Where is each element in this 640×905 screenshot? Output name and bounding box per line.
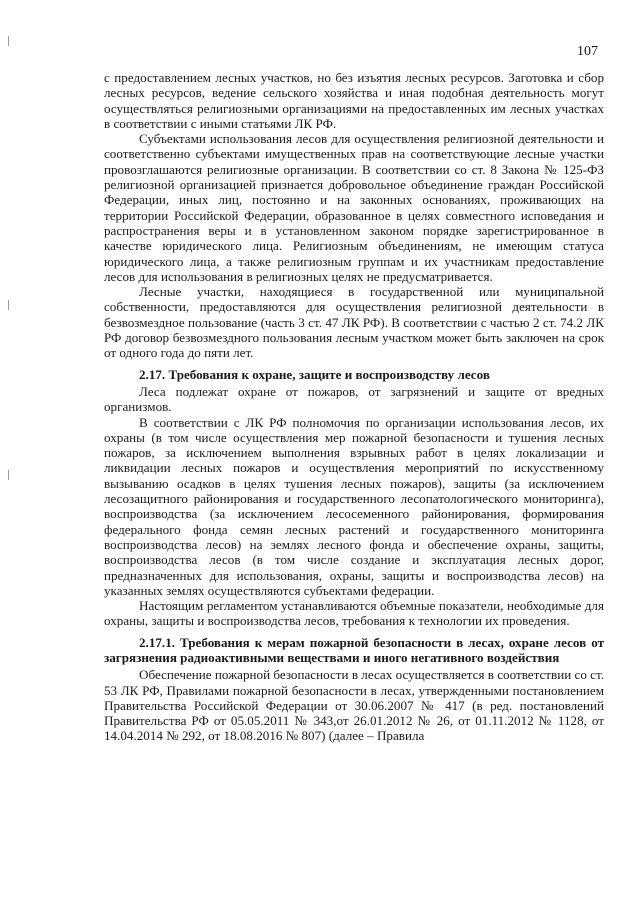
document-body	[104, 70, 604, 744]
paragraph: Леса подлежат охране от пожаров, от загрязнений и защите от вредных организмов.	[104, 383, 604, 415]
paragraph: Субъектами использования лесов для осуществления религиозной деятельности и соответственно субъектами имущественных прав на соответствующие лесные участки провозглашаются религиозные организации. В соответствии со ст. 8 Закона № 125-ФЗ религиозной организацией признается добровольное объединение граждан Российской Федерации, иных лиц, постоянно и на законных основаниях, проживающих на территории Российской Федерации, образованное в целях совместного исповедания и распространения веры и в установленном законом порядке зарегистрированное в качестве юридического лица. Религиозным объединениям, не имеющим статуса юридического лица, а также религиозным группам и их участникам предоставление лесов для использования в религиозных целях не предусматривается.	[104, 131, 604, 284]
section-heading-2-17: 2.17. Требования к охране, защите и воспроизводству лесов	[139, 366, 490, 382]
scan-margin-mark	[8, 300, 9, 310]
paragraph: Обеспечение пожарной безопасности в лесах осуществляется в соответствии со ст. 53 ЛК РФ, Правилами пожарной безопасности в лесах, утвержденными постановлением Правительства Российской Федерации от 30.06.2007 № 417 (в ред. постановлений Правительства РФ от 05.05.2011 № 343,от 26.01.2012 № 26, от 01.11.2012 № 1128, от 14.04.2014 № 292, от 18.08.2016 № 807) (далее – Правила	[104, 667, 604, 744]
page-number: 107	[577, 44, 598, 59]
paragraph: Лесные участки, находящиеся в государственной или муниципальной собственности, предоставляются для осуществления религиозной деятельности в безвозмездное пользование (часть 3 ст. 47 ЛК РФ). В соответствии с частью 2 ст. 74.2 ЛК РФ договор безвозмездного пользования лесным участком может быть заключен на срок от одного года до пяти лет.	[104, 284, 604, 361]
paragraph: Настоящим регламентом устанавливаются объемные показатели, необходимые для охраны, защиты и воспроизводства лесов, требования к технологии их проведения.	[104, 598, 604, 629]
scan-margin-mark	[8, 470, 9, 480]
scan-margin-mark	[8, 36, 9, 46]
section-heading-2-17-1: 2.17.1. Требования к мерам пожарной безопасности в лесах, охране лесов от загрязнения радиоактивными веществами и иного негативного воздействия	[104, 634, 604, 665]
paragraph: В соответствии с ЛК РФ полномочия по организации использования лесов, их охраны (в том числе осуществления мер пожарной безопасности и тушения лесных пожаров, за исключением выполнения взрывных работ в целях локализации и ликвидации лесных пожаров и осуществления мероприятий по искусственному вызыванию осадков в целях тушения лесных пожаров), защиты (за исключением лесозащитного районирования и государственного лесопатологического мониторинга), воспроизводства (за исключением лесосеменного районирования, формирования федерального фонда семян лесных растений и государственного мониторинга воспроизводства лесов) на землях лесного фонда и обеспечение охраны, защиты, воспроизводства лесов (в том числе создание и эксплуатация лесных дорог, предназначенных для использования, охраны, защиты и воспроизводства лесов) на указанных землях осуществляются субъектами федерации.	[104, 414, 604, 598]
paragraph: с предоставлением лесных участков, но без изъятия лесных ресурсов. Заготовка и сбор лесных ресурсов, ведение сельского хозяйства и иная подобная деятельность могут осуществляться религиозными организациями на предоставленных им лесных участках в соответствии с иными статьями ЛК РФ.	[104, 70, 604, 131]
